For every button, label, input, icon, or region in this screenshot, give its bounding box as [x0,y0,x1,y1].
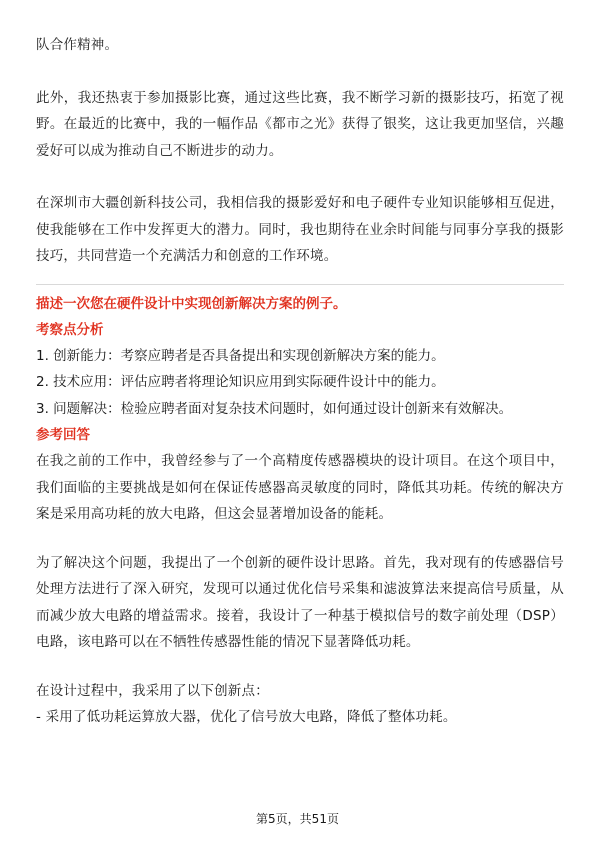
question-heading: 描述一次您在硬件设计中实现创新解决方案的例子。 [36,295,347,312]
intro-paragraph-1: 队合作精神。 [36,37,119,53]
analysis-item-3: 3. 问题解决：检验应聘者面对复杂技术问题时，如何通过设计创新来有效解决。 [36,400,513,417]
answer-paragraph-3: 在设计过程中，我采用了以下创新点： [36,682,269,699]
analysis-heading: 考察点分析 [36,321,104,338]
analysis-item-1: 1. 创新能力：考察应聘者是否具备提出和实现创新解决方案的能力。 [36,347,445,364]
intro-paragraph-3: 在深圳市大疆创新科技公司，我相信我的摄影爱好和电子硬件专业知识能够相互促进，使我能够在工作中发挥更大的潜力。同时，我也期待在业余时间能与同事分享我的摄影技巧，共同营造一个充满活力和创意的工作环境。 [36,195,564,264]
document-body [36,32,564,731]
answer-heading: 参考回答 [36,427,90,443]
answer-paragraph-1: 在我之前的工作中，我曾经参与了一个高精度传感器模块的设计项目。在这个项目中，我们面临的主要挑战是如何在保证传感器高灵敏度的同时，降低其功耗。传统的解决方案是采用高功耗的放大电路，但这会显著增加设备的能耗。 [36,453,564,522]
section-divider [36,284,564,285]
analysis-item-2: 2. 技术应用：评估应聘者将理论知识应用到实际硬件设计中的能力。 [36,374,445,390]
answer-bullet-1: - 采用了低功耗运算放大器，优化了信号放大电路，降低了整体功耗。 [36,709,457,725]
page-number: 第5页，共51页 [256,812,339,826]
intro-paragraph-2: 此外，我还热衷于参加摄影比赛，通过这些比赛，我不断学习新的摄影技巧，拓宽了视野。在最近的比赛中，我的一幅作品《都市之光》获得了银奖，这让我更加坚信，兴趣爱好可以成为推动自己不断进步的动力。 [36,89,564,159]
answer-paragraph-2: 为了解决这个问题，我提出了一个创新的硬件设计思路。首先，我对现有的传感器信号处理方法进行了深入研究，发现可以通过优化信号采集和滤波算法来提高信号质量，从而减少放大电路的增益需求。接着，我设计了一种基于模拟信号的数字前处理（DSP）电路，该电路可以在不牺牲传感器性能的情况下显著降低功耗。 [36,554,564,650]
